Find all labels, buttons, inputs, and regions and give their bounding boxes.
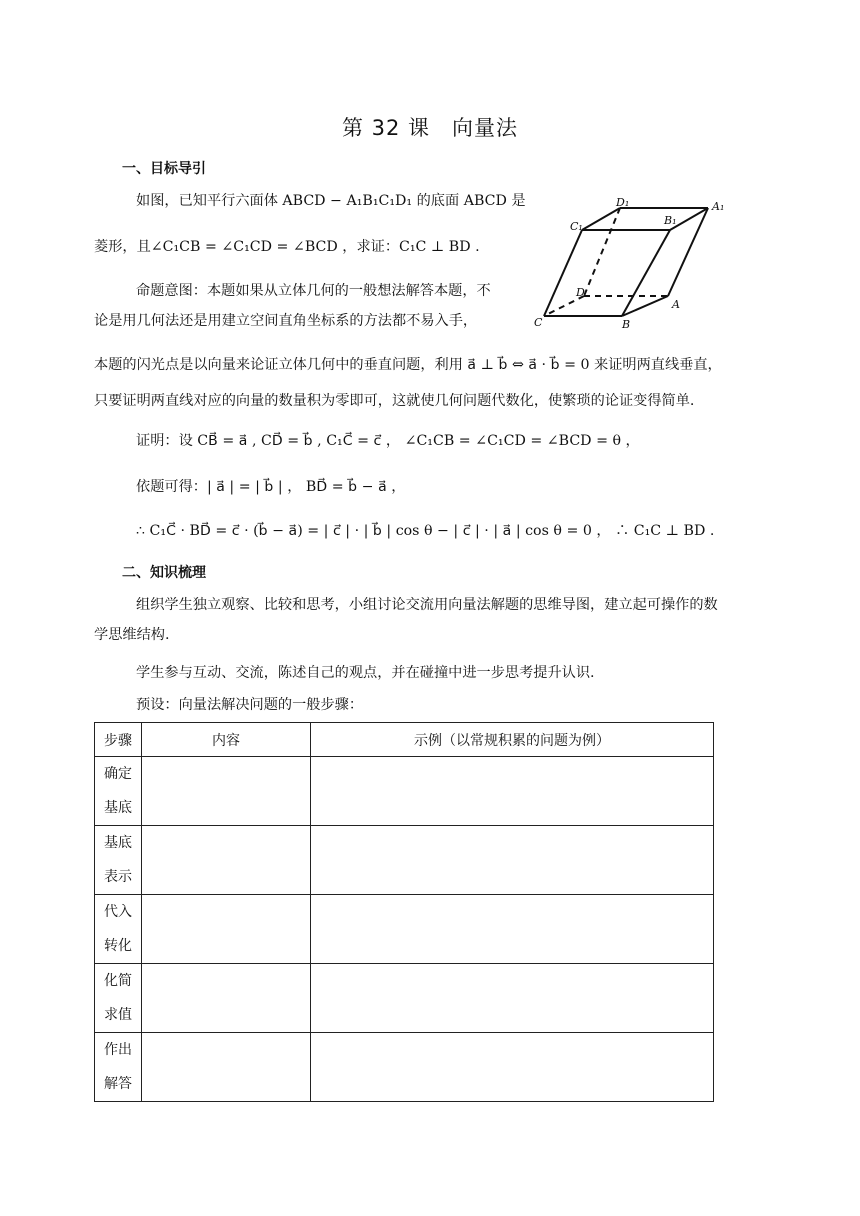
problem-line-2: 菱形，且∠C₁CB = ∠C₁CD = ∠BCD ，求证：C₁C ⊥ BD . bbox=[94, 239, 480, 255]
intent-line-3: 本题的闪光点是以向量来论证立体几何中的垂直问题，利用 a⃗ ⊥ b⃗ ⇔ a⃗ · b⃗ = 0 来证明两直线垂直， bbox=[94, 357, 722, 373]
label-C: C bbox=[534, 316, 543, 329]
label-D1: D₁ bbox=[616, 196, 630, 209]
label-A: A bbox=[672, 298, 680, 311]
example-cell[interactable] bbox=[311, 964, 714, 1033]
table-row bbox=[95, 964, 714, 1033]
intent-line-1: 命题意图：本题如果从立体几何的一般想法解答本题，不 bbox=[136, 283, 491, 299]
example-cell[interactable] bbox=[311, 757, 714, 826]
knowledge-para-1a: 组织学生独立观察、比较和思考，小组讨论交流用向量法解题的思维导图，建立起可操作的数 bbox=[136, 597, 718, 613]
step-cell bbox=[95, 964, 142, 1033]
table-row bbox=[95, 895, 714, 964]
example-cell[interactable] bbox=[311, 1033, 714, 1102]
header-content: 内容 bbox=[142, 723, 311, 757]
content-cell[interactable] bbox=[142, 895, 311, 964]
step-cell bbox=[95, 826, 142, 895]
step-label-line2: 表示 bbox=[104, 869, 132, 885]
page-title: 第 32 课 向量法 bbox=[341, 116, 519, 140]
section-heading-knowledge: 二、知识梳理 bbox=[122, 565, 206, 581]
proof-line-2: 依题可得：| a⃗ | = | b⃗ | ， BD⃗ = b⃗ − a⃗ ， bbox=[136, 479, 406, 495]
knowledge-para-1b: 学思维结构. bbox=[94, 627, 170, 643]
content-cell[interactable] bbox=[142, 757, 311, 826]
section-heading-goals: 一、目标导引 bbox=[122, 161, 206, 177]
example-cell[interactable] bbox=[311, 826, 714, 895]
label-A1: A₁ bbox=[712, 200, 725, 213]
step-label-line1: 化简 bbox=[104, 973, 132, 989]
table-row bbox=[95, 1033, 714, 1102]
header-step: 步骤 bbox=[95, 723, 142, 757]
step-cell bbox=[95, 895, 142, 964]
content-cell[interactable] bbox=[142, 1033, 311, 1102]
table-row bbox=[95, 826, 714, 895]
label-C1: C₁ bbox=[570, 220, 583, 233]
label-D: D bbox=[576, 286, 585, 299]
intent-line-4: 只要证明两直线对应的向量的数量积为零即可，这就使几何问题代数化，使繁琐的论证变得简单. bbox=[94, 393, 695, 409]
step-label-line2: 转化 bbox=[104, 938, 132, 954]
content-cell[interactable] bbox=[142, 826, 311, 895]
step-label-line2: 基底 bbox=[104, 800, 132, 816]
step-label-line1: 代入 bbox=[104, 904, 132, 920]
label-B: B bbox=[622, 318, 631, 331]
knowledge-para-3: 预设：向量法解决问题的一般步骤： bbox=[136, 697, 364, 713]
knowledge-para-2: 学生参与互动、交流，陈述自己的观点，并在碰撞中进一步思考提升认识. bbox=[136, 665, 595, 681]
header-example: 示例（以常规积累的问题为例） bbox=[311, 723, 714, 757]
content-cell[interactable] bbox=[142, 964, 311, 1033]
table-row bbox=[95, 757, 714, 826]
step-label-line1: 作出 bbox=[104, 1042, 132, 1058]
step-label-line1: 确定 bbox=[104, 766, 132, 782]
example-cell[interactable] bbox=[311, 895, 714, 964]
step-label-line1: 基底 bbox=[104, 835, 132, 851]
steps-table bbox=[94, 722, 714, 1102]
table-header-row bbox=[95, 723, 714, 757]
proof-line-3: ∴ C₁C⃗ · BD⃗ = c⃗ · (b⃗ − a⃗) = | c⃗ | · | b⃗ | cos θ − | c⃗ | · | a⃗ | cos θ = 0 ， ∴ C₁C ⊥ BD . bbox=[136, 523, 715, 539]
parallelepiped-figure bbox=[530, 196, 760, 336]
step-cell bbox=[95, 757, 142, 826]
step-label-line2: 求值 bbox=[104, 1007, 132, 1023]
step-cell bbox=[95, 1033, 142, 1102]
intent-line-2: 论是用几何法还是用建立空间直角坐标系的方法都不易入手， bbox=[94, 313, 478, 329]
problem-line-1: 如图，已知平行六面体 ABCD − A₁B₁C₁D₁ 的底面 ABCD 是 bbox=[136, 193, 526, 209]
step-label-line2: 解答 bbox=[104, 1076, 132, 1092]
label-B1: B₁ bbox=[664, 214, 677, 227]
proof-line-1: 证明：设 CB⃗ = a⃗ , CD⃗ = b⃗ , C₁C⃗ = c⃗ ， ∠C₁CB = ∠C₁CD = ∠BCD = θ ， bbox=[136, 433, 640, 449]
